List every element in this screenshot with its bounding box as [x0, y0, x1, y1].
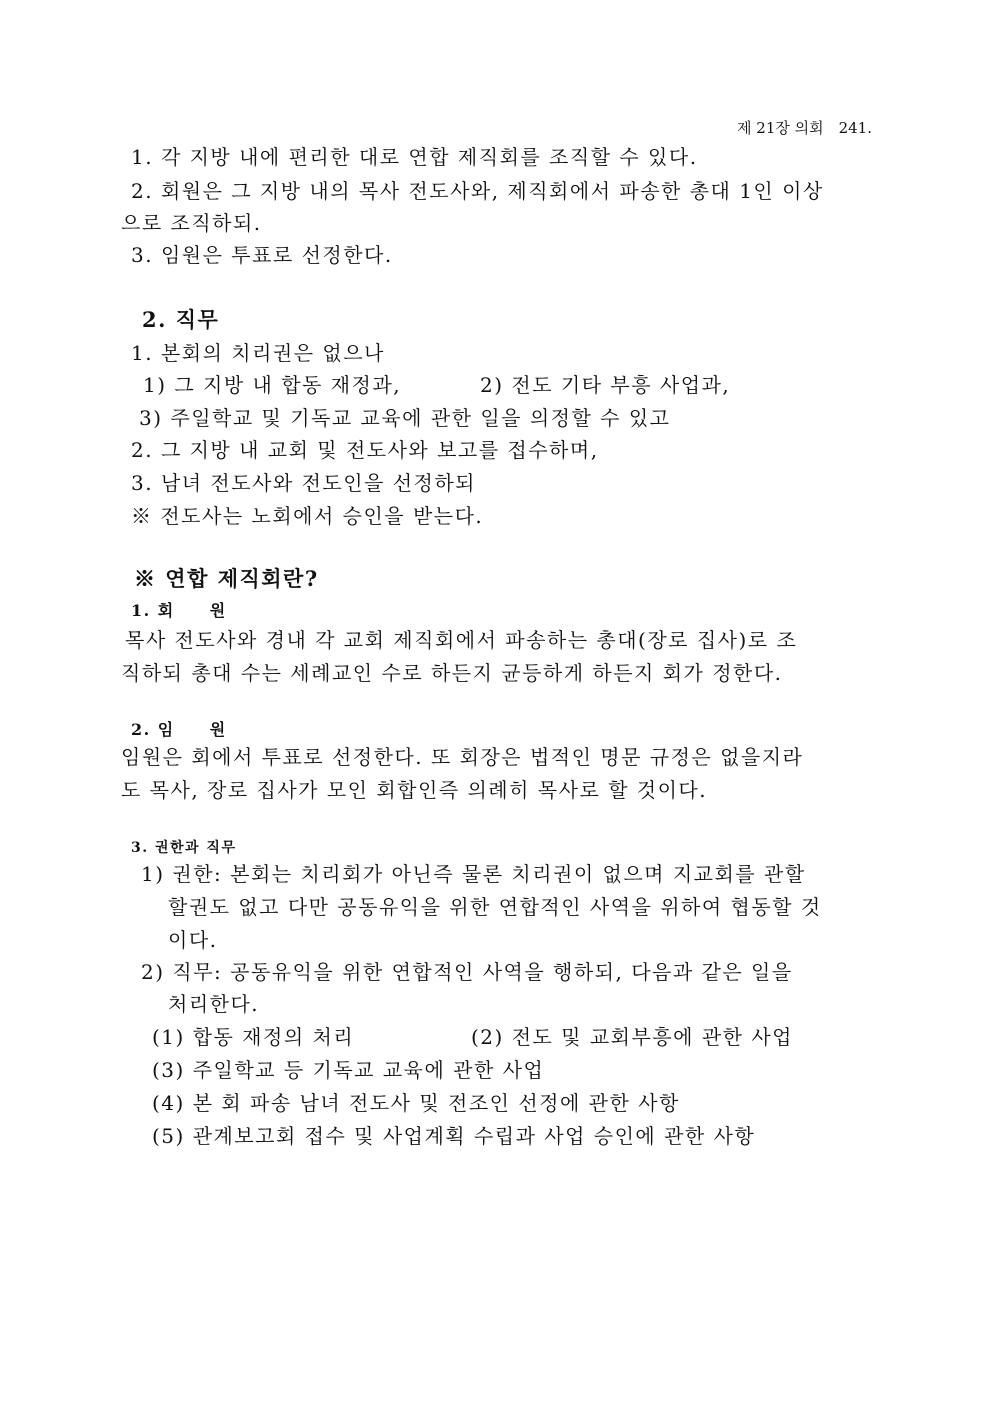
text-line: 3) 주일학교 및 기독교 교육에 관한 일을 의정할 수 있고 [139, 406, 671, 430]
subsection-heading: 1. 회 원 [131, 601, 227, 620]
subsection-heading: 3. 권한과 직무 [131, 840, 237, 856]
text-line: 2) 직무: 공동유익을 위한 연합적인 사역을 행하되, 다음과 같은 일을 [141, 960, 793, 984]
page-header: 제 21장 의회 241. [737, 119, 872, 137]
list-item: (1) 합동 재정의 처리 [152, 1025, 355, 1049]
text-line: 목사 전도사와 경내 각 교회 제직회에서 파송하는 총대(장로 집사)로 조 [125, 628, 798, 652]
text-line: 1. 본회의 치리권은 없으나 [131, 341, 385, 365]
text-line: 직하되 총대 수는 세례교인 수로 하든지 균등하게 하든지 회가 정한다. [121, 661, 783, 685]
text-line: 2) 전도 기타 부흥 사업과, [480, 373, 731, 397]
text-line: 임원은 회에서 투표로 선정한다. 또 회장은 법적인 명문 규정은 없을지라 [121, 745, 804, 769]
text-line: 처리한다. [168, 992, 260, 1016]
list-item: (4) 본 회 파송 남녀 전도사 및 전조인 선정에 관한 사항 [152, 1091, 680, 1115]
text-line: 1. 각 지방 내에 편리한 대로 연합 제직회를 조직할 수 있다. [131, 145, 698, 169]
text-line: 할권도 없고 다만 공동유익을 위한 연합적인 사역을 위하여 협동할 것 [168, 895, 822, 919]
text-line: 이다. [168, 928, 218, 952]
text-line: 3. 임원은 투표로 선정한다. [131, 243, 393, 267]
text-line: 1) 권한: 본회는 치리회가 아닌즉 물론 치리권이 없으며 지교회를 관할 [141, 862, 806, 886]
list-item: (3) 주일학교 등 기독교 교육에 관한 사업 [152, 1058, 545, 1082]
subsection-heading: 2. 임 원 [131, 720, 227, 739]
section-heading: 2. 직무 [142, 307, 220, 332]
text-line: 2. 회원은 그 지방 내의 목사 전도사와, 제직회에서 파송한 총대 1인 이상 [131, 179, 824, 203]
text-line: 3. 남녀 전도사와 전도인을 선정하되 [131, 471, 476, 495]
text-line: 도 목사, 장로 집사가 모인 회합인즉 의례히 목사로 할 것이다. [121, 778, 708, 802]
list-item: (2) 전도 및 교회부흥에 관한 사업 [471, 1025, 793, 1049]
text-line: 2. 그 지방 내 교회 및 전도사와 보고를 접수하며, [131, 438, 599, 462]
text-line: 1) 그 지방 내 합동 재정과, [143, 373, 402, 397]
section-heading: ※ 연합 제직회란? [134, 566, 319, 591]
list-item: (5) 관계보고회 접수 및 사업계획 수립과 사업 승인에 관한 사항 [152, 1124, 756, 1148]
text-line: 으로 조직하되. [121, 211, 262, 235]
note-line: ※ 전도사는 노회에서 승인을 받는다. [131, 504, 484, 528]
